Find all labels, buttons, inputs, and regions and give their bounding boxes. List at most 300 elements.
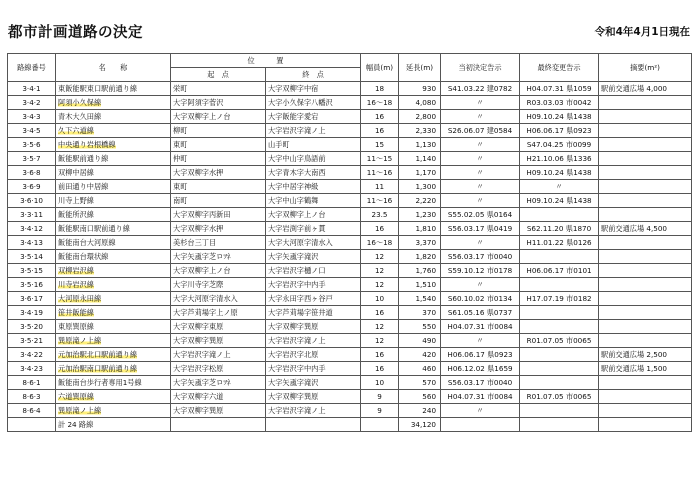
total-label: 計 24 路線 [56,418,171,432]
cell-length-text: 420 [422,350,437,359]
cell-initial-notice [441,152,520,166]
cell-name-text: 笹井飯能線 [58,308,94,317]
cell-start-text: 大字双柳字東原 [173,322,224,331]
header-length: 延長(m) [399,54,441,82]
cell-end-text: 大字双柳字中宿 [268,84,319,93]
cell-width [361,166,399,180]
cell-latest-notice-text: 〃 [555,182,563,191]
cell-route-no [8,250,56,264]
cell-remarks [599,320,692,334]
cell-route-no [8,348,56,362]
cell-latest-notice [520,236,599,250]
cell-remarks [599,390,692,404]
cell-end-text: 大字飯能字愛宕 [268,112,319,121]
cell-remarks [599,404,692,418]
cell-length-text: 3,370 [415,238,437,247]
cell-length [399,264,441,278]
cell-remarks [599,348,692,362]
cell-latest-notice-text: S62.11.20 県1870 [526,224,592,233]
cell-name [56,96,171,110]
cell-name-text: 飯能南台大河原線 [58,238,116,247]
cell-route-no [8,96,56,110]
cell-end [266,278,361,292]
cell-initial-notice-text: S59.10.12 市0178 [447,266,513,275]
cell-latest-notice-text: H09.10.24 県1438 [526,112,592,121]
cell-route-no [8,376,56,390]
cell-width [361,124,399,138]
cell-route-no [8,208,56,222]
cell-initial-notice [441,404,520,418]
cell-route-no-text: 3·5·20 [20,322,43,331]
cell-width-text: 16 [374,224,385,233]
cell-end [266,138,361,152]
cell-remarks-text: 駅前交通広場 4,500 [601,224,668,233]
cell-length [399,404,441,418]
header-initial-notice: 当初決定告示 [441,54,520,82]
cell-latest-notice [520,250,599,264]
cell-latest-notice [520,208,599,222]
cell-start [171,222,266,236]
cell-width-text: 16 [374,308,385,317]
cell-route-no [8,124,56,138]
cell-end [266,348,361,362]
cell-width-text: 12 [374,336,385,345]
cell-start [171,404,266,418]
cell-route-no [8,404,56,418]
cell-latest-notice-text: H21.10.06 県1336 [526,154,592,163]
cell-initial-notice-text: 〃 [476,406,484,415]
cell-start-text: 大字阿須字菅沢 [173,98,224,107]
cell-route-no-text: 3·5·15 [20,266,43,275]
cell-start-text: 大字双柳字上ノ台 [173,112,231,121]
cell-name [56,306,171,320]
cell-length-text: 2,800 [415,112,437,121]
cell-start-text: 大字大河原字清水入 [173,294,238,303]
cell-initial-notice-text: H06.06.17 県0923 [447,350,513,359]
cell-initial-notice-text: S56.03.17 市0040 [447,252,513,261]
cell-end [266,208,361,222]
cell-initial-notice-text: S56.03.17 県0419 [447,224,513,233]
cell-start [171,124,266,138]
cell-remarks [599,96,692,110]
cell-route-no [8,278,56,292]
cell-length [399,278,441,292]
cell-width-text: 12 [374,322,385,331]
cell-end-text: 大字中居字神級 [268,182,319,191]
cell-route-no-text: 3·5·14 [20,252,43,261]
cell-width-text: 9 [377,406,382,415]
cell-length-text: 550 [422,322,437,331]
cell-end [266,376,361,390]
table-row [8,236,692,250]
cell-end [266,250,361,264]
cell-start [171,110,266,124]
cell-remarks [599,82,692,96]
cell-end-text: 大字岩沢字滝ノ上 [268,126,326,135]
cell-length [399,306,441,320]
table-row [8,348,692,362]
cell-width-text: 16 [374,112,385,121]
cell-end-text: 大字岩沢字滝ノ上 [268,406,326,415]
cell-name-text: 川寺岩沢線 [58,280,94,289]
cell-initial-notice-text: S55.02.05 県0164 [447,210,513,219]
header-width: 幅員(m) [361,54,399,82]
cell-start [171,334,266,348]
cell-width [361,236,399,250]
cell-width [361,320,399,334]
cell-latest-notice [520,404,599,418]
cell-initial-notice [441,82,520,96]
cell-name [56,278,171,292]
cell-initial-notice-text: 〃 [476,182,484,191]
cell-latest-notice-text: H06.06.17 県0923 [526,126,592,135]
cell-width [361,82,399,96]
cell-width [361,208,399,222]
cell-end-text: 大字岩沢字樋ノ口 [268,266,326,275]
table-row [8,180,692,194]
cell-name-text: 六道巽原線 [58,392,94,401]
total-blank-end [266,418,361,432]
cell-end [266,96,361,110]
page-title: 都市計画道路の決定 [8,25,143,41]
cell-latest-notice [520,320,599,334]
cell-latest-notice [520,110,599,124]
cell-width-text: 11〜16 [366,168,393,177]
cell-width [361,306,399,320]
total-blank-latest [520,418,599,432]
cell-end-text: 山手町 [268,140,290,149]
cell-latest-notice-text: R03.03.03 市0042 [526,98,592,107]
cell-length [399,292,441,306]
cell-latest-notice [520,124,599,138]
cell-start-text: 仲町 [173,154,188,163]
cell-end [266,320,361,334]
cell-name [56,82,171,96]
cell-initial-notice [441,110,520,124]
cell-length-text: 1,510 [415,280,437,289]
cell-name [56,390,171,404]
cell-end [266,180,361,194]
cell-length [399,390,441,404]
cell-width-text: 16 [374,364,385,373]
cell-latest-notice-text: H09.10.24 県1438 [526,168,592,177]
cell-start-text: 栄町 [173,84,188,93]
cell-width [361,264,399,278]
cell-end-text: 大字矢颪字滝沢 [268,252,319,261]
cell-length [399,362,441,376]
cell-initial-notice [441,222,520,236]
cell-latest-notice-text: H04.07.31 県1059 [526,84,592,93]
cell-route-no-text: 3·6·10 [20,196,43,205]
cell-length [399,152,441,166]
cell-length-text: 460 [422,364,437,373]
cell-length [399,250,441,264]
cell-route-no-text: 3·4·23 [20,364,43,373]
cell-length-text: 1,810 [415,224,437,233]
cell-remarks [599,138,692,152]
cell-name [56,264,171,278]
cell-end [266,222,361,236]
cell-remarks [599,264,692,278]
cell-latest-notice [520,292,599,306]
cell-route-no [8,222,56,236]
cell-latest-notice-text: S47.04.25 市0099 [526,140,592,149]
cell-start [171,306,266,320]
cell-initial-notice [441,278,520,292]
cell-name-text: 巽原滝ノ上線 [58,336,102,345]
cell-latest-notice [520,376,599,390]
cell-width [361,404,399,418]
cell-remarks [599,222,692,236]
header-route-no: 路線番号 [8,54,56,82]
cell-end-text: 大字芦苅場字笹井道 [268,308,333,317]
cell-name [56,208,171,222]
cell-latest-notice-text: R01.07.05 市0065 [526,392,592,401]
cell-width [361,362,399,376]
cell-start-text: 南町 [173,196,188,205]
cell-initial-notice-text: S60.10.02 市0134 [447,294,513,303]
cell-start-text: 大字双柳字巽原 [173,336,224,345]
cell-name-text: 巽原滝ノ上線 [58,406,102,415]
cell-initial-notice-text: 〃 [476,238,484,247]
cell-length-text: 2,330 [415,126,437,135]
cell-start [171,194,266,208]
cell-initial-notice [441,236,520,250]
road-plan-table [7,53,692,432]
cell-width [361,334,399,348]
cell-route-no [8,82,56,96]
cell-remarks [599,180,692,194]
cell-width-text: 16〜18 [366,238,393,247]
cell-width-text: 23.5 [371,210,388,219]
table-row [8,264,692,278]
cell-latest-notice [520,306,599,320]
table-row [8,138,692,152]
cell-route-no-text: 3·4·5 [22,126,41,135]
cell-start-text: 大字双柳字水押 [173,168,224,177]
cell-initial-notice-text: H06.12.02 県1659 [447,364,513,373]
cell-width-text: 10 [374,294,385,303]
cell-start-text: 大字双柳字水押 [173,224,224,233]
cell-start-text: 大字双柳字巽原 [173,406,224,415]
cell-length [399,124,441,138]
table-row [8,306,692,320]
table-row [8,208,692,222]
cell-name [56,180,171,194]
table-row [8,376,692,390]
header-name: 名 称 [56,54,171,82]
cell-end-text: 大字岩沢字中内手 [268,364,326,373]
cell-name [56,292,171,306]
cell-initial-notice-text: 〃 [476,140,484,149]
cell-length-text: 240 [422,406,437,415]
cell-latest-notice [520,82,599,96]
cell-name [56,166,171,180]
cell-name-text: 飯能所沢線 [58,210,94,219]
cell-end-text: 大字岩沢字滝ノ上 [268,336,326,345]
cell-end [266,334,361,348]
cell-width-text: 16〜18 [366,98,393,107]
cell-width-text: 9 [377,392,382,401]
cell-length-text: 1,540 [415,294,437,303]
cell-initial-notice [441,292,520,306]
table-row [8,362,692,376]
cell-initial-notice-text: 〃 [476,168,484,177]
cell-start [171,138,266,152]
cell-route-no [8,306,56,320]
table-row [8,194,692,208]
cell-end [266,362,361,376]
cell-initial-notice-text: 〃 [476,98,484,107]
cell-width [361,222,399,236]
cell-route-no-text: 3·4·19 [20,308,43,317]
cell-initial-notice-text: S61.05.16 県0737 [447,308,513,317]
cell-initial-notice [441,194,520,208]
cell-end-text: 大字岩沢字中内手 [268,280,326,289]
cell-start [171,292,266,306]
cell-latest-notice [520,194,599,208]
cell-end [266,124,361,138]
cell-width-text: 12 [374,280,385,289]
cell-width-text: 18 [374,84,385,93]
table-row [8,124,692,138]
table-row [8,152,692,166]
cell-end-text: 大字岩渕字前ヶ貫 [268,224,326,233]
cell-name [56,124,171,138]
cell-length-text: 490 [422,336,437,345]
cell-initial-notice-text: 〃 [476,154,484,163]
cell-route-no-text: 3·4·22 [20,350,43,359]
table-row [8,222,692,236]
cell-name [56,320,171,334]
cell-remarks-text: 駅前交通広場 4,000 [601,84,668,93]
cell-name [56,250,171,264]
cell-initial-notice [441,264,520,278]
cell-latest-notice [520,278,599,292]
cell-route-no [8,236,56,250]
cell-initial-notice [441,320,520,334]
total-blank-initial [441,418,520,432]
cell-name-text: 中央通り岩根橋線 [58,140,116,149]
cell-latest-notice [520,166,599,180]
cell-initial-notice [441,166,520,180]
cell-remarks [599,166,692,180]
cell-route-no-text: 3·3·11 [20,210,43,219]
cell-name-text: 双柳中居線 [58,168,94,177]
cell-remarks-text: 駅前交通広場 2,500 [601,350,668,359]
cell-end-text: 大字青木字大南西 [268,168,326,177]
cell-name [56,404,171,418]
table-row [8,320,692,334]
cell-name-text: 飯能駅南口駅前通り線 [58,224,130,233]
cell-width-text: 16 [374,126,385,135]
cell-end-text: 大字中山字鳥語前 [268,154,326,163]
total-blank-width [361,418,399,432]
cell-length [399,166,441,180]
cell-route-no-text: 3·4·2 [22,98,41,107]
cell-latest-notice [520,390,599,404]
cell-width [361,390,399,404]
cell-width [361,250,399,264]
cell-initial-notice-text: 〃 [476,336,484,345]
cell-start-text: 大字岩沢字松原 [173,364,224,373]
cell-start [171,236,266,250]
cell-initial-notice-text: 〃 [476,112,484,121]
cell-width-text: 12 [374,266,385,275]
cell-remarks-text: 駅前交通広場 1,500 [601,364,668,373]
cell-latest-notice [520,96,599,110]
cell-length-text: 930 [422,84,437,93]
cell-initial-notice [441,138,520,152]
cell-width [361,278,399,292]
cell-initial-notice [441,362,520,376]
cell-latest-notice-text: R01.07.05 市0065 [526,336,592,345]
table-row [8,82,692,96]
cell-start [171,362,266,376]
cell-width [361,138,399,152]
cell-route-no [8,362,56,376]
cell-route-no-text: 8·6·1 [22,378,41,387]
cell-start-text: 東町 [173,140,188,149]
cell-initial-notice [441,348,520,362]
cell-route-no [8,110,56,124]
cell-initial-notice [441,180,520,194]
cell-length-text: 570 [422,378,437,387]
total-row [8,418,692,432]
cell-length-text: 560 [422,392,437,401]
as-of-date: 令和4年4月1日現在 [594,26,690,38]
cell-name [56,110,171,124]
cell-route-no [8,320,56,334]
cell-name-text: 川寺上野線 [58,196,94,205]
cell-name [56,334,171,348]
cell-initial-notice-text: H04.07.31 市0084 [447,392,513,401]
cell-name [56,222,171,236]
cell-start-text: 大字矢颪字芝ロﾂﾈ [173,378,231,387]
cell-remarks [599,292,692,306]
cell-length-text: 1,760 [415,266,437,275]
cell-end [266,194,361,208]
cell-end [266,82,361,96]
cell-initial-notice-text: 〃 [476,280,484,289]
cell-initial-notice-text: S41.03.22 建0782 [447,84,513,93]
cell-width-text: 11〜15 [366,154,393,163]
cell-name [56,376,171,390]
cell-latest-notice-text: H11.01.22 県0126 [526,238,592,247]
cell-initial-notice-text: H04.07.31 市0084 [447,322,513,331]
cell-name-text: 青木大久田線 [58,112,102,121]
cell-route-no-text: 3·5·16 [20,280,43,289]
cell-start [171,264,266,278]
cell-start [171,278,266,292]
cell-end [266,166,361,180]
cell-remarks [599,250,692,264]
cell-remarks [599,334,692,348]
table-row [8,250,692,264]
total-blank-remarks [599,418,692,432]
cell-width-text: 12 [374,252,385,261]
cell-name-text: 東飯能駅東口駅前通り線 [58,84,138,93]
cell-length [399,222,441,236]
cell-name [56,236,171,250]
cell-start-text: 大字芦苅場字上ノ原 [173,308,238,317]
cell-length [399,180,441,194]
cell-name [56,348,171,362]
cell-name-text: 阿須小久保線 [58,98,102,107]
cell-length [399,82,441,96]
header-end: 終 点 [266,68,361,82]
cell-route-no-text: 3·4·12 [20,224,43,233]
